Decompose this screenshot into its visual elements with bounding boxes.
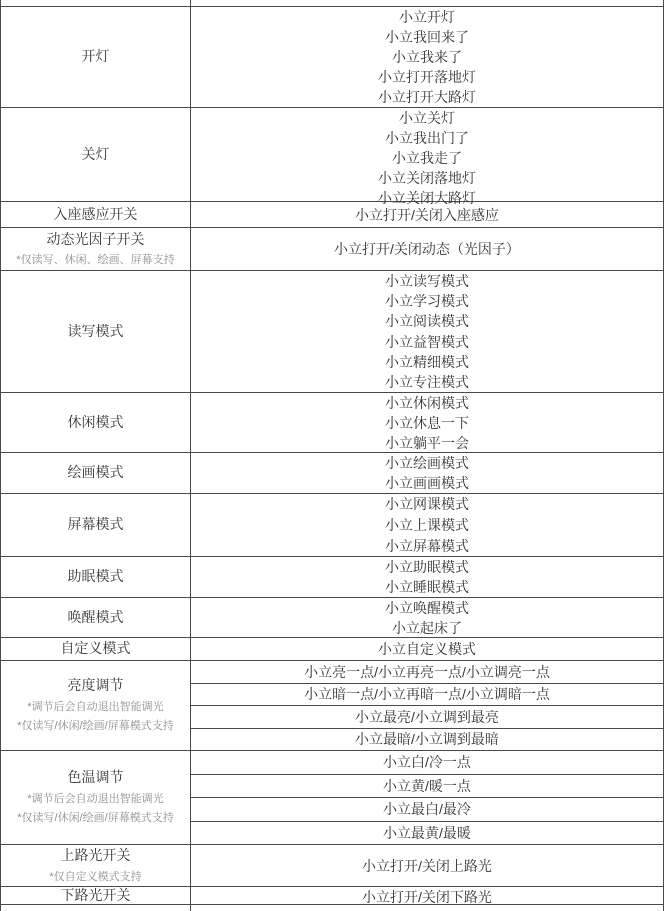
commands-cell xyxy=(191,271,663,392)
table-row-lower-light-switch xyxy=(1,887,663,905)
mode-label: 屏幕模式 xyxy=(67,516,124,533)
command-line: 小立打开/关闭上路光 xyxy=(362,857,492,874)
commands-cell xyxy=(191,393,663,452)
mode-label: 助眠模式 xyxy=(67,568,124,585)
mode-note: *仅自定义模式支持 xyxy=(49,870,142,883)
command-subrow: 小立最黄/最暖 xyxy=(383,824,471,841)
table-row-partial-bottom xyxy=(1,905,663,911)
command-subrow: 小立亮一点/小立再亮一点/小立调亮一点 xyxy=(191,661,663,684)
mode-label: 绘画模式 xyxy=(67,464,124,481)
commands-cell xyxy=(191,638,663,660)
command-line: 小立我回来了 xyxy=(385,29,469,45)
command-line: 小立睡眠模式 xyxy=(385,579,469,595)
table-row-upper-light-switch xyxy=(1,845,663,887)
command-line: 小立助眠模式 xyxy=(385,559,469,575)
command-line: 小立精细模式 xyxy=(385,353,469,370)
mode-label-cell xyxy=(1,494,191,556)
commands-cell xyxy=(191,598,663,637)
mode-label-cell xyxy=(1,271,191,392)
commands-cell xyxy=(191,0,663,6)
mode-label: 入座感应开关 xyxy=(53,205,138,222)
commands-cell xyxy=(191,905,663,911)
mode-label-cell xyxy=(1,453,191,493)
mode-label: 读写模式 xyxy=(67,322,124,339)
commands-cell xyxy=(191,661,663,750)
mode-note: *仅读写/休闲/绘画/屏幕模式支持 xyxy=(17,812,174,825)
mode-note: *调节后会自动退出智能调光 xyxy=(27,700,164,713)
table-row-light-off xyxy=(1,108,663,206)
command-subrow: 小立白/冷一点 xyxy=(191,751,663,775)
mode-label-cell xyxy=(1,661,191,750)
command-line: 小立休闲模式 xyxy=(385,395,469,411)
mode-label-cell xyxy=(1,638,191,660)
mode-label: 色温调节 xyxy=(67,769,124,786)
command-line: 小立阅读模式 xyxy=(385,313,469,330)
mode-label: 休闲模式 xyxy=(67,413,124,430)
command-line: 小立起床了 xyxy=(392,620,462,636)
command-line: 小立打开大路灯 xyxy=(378,89,476,105)
mode-label: 自定义模式 xyxy=(60,640,131,657)
command-line: 小立我走了 xyxy=(392,150,462,166)
mode-label: 关灯 xyxy=(81,145,110,162)
mode-label: 亮度调节 xyxy=(67,677,124,694)
mode-note: *仅读写/休闲/绘画/屏幕模式支持 xyxy=(17,720,174,733)
table-row-painting-mode xyxy=(1,453,663,494)
mode-label-cell xyxy=(1,557,191,597)
command-subrow: 小立黄/暖一点 xyxy=(191,775,663,799)
command-line: 小立我来了 xyxy=(392,49,462,65)
command-line: 小立学习模式 xyxy=(385,293,469,310)
table-row-wake-mode xyxy=(1,598,663,638)
commands-cell xyxy=(191,845,663,886)
command-line: 小立休息一下 xyxy=(385,415,469,431)
command-line: 小立唤醒模式 xyxy=(385,600,469,616)
table-row-partial-top xyxy=(1,0,663,7)
command-subrow: 小立最白/最冷 xyxy=(191,798,663,822)
mode-label: 开灯 xyxy=(81,48,110,65)
command-line: 小立关灯 xyxy=(399,110,455,126)
table-row-brightness-adjust xyxy=(1,661,663,751)
command-line: 小立开灯 xyxy=(399,9,455,25)
commands-cell xyxy=(191,494,663,556)
commands-cell xyxy=(191,228,663,270)
command-line: 小立读写模式 xyxy=(385,273,469,290)
commands-cell xyxy=(191,887,663,904)
mode-label-cell xyxy=(1,905,191,911)
mode-note: *仅读写、休闲、绘画、屏幕支持 xyxy=(16,254,175,267)
mode-label-cell xyxy=(1,202,191,227)
command-subrow: 小立暗一点/小立再暗一点/小立调暗一点 xyxy=(191,684,663,707)
command-line: 小立打开/关闭入座感应 xyxy=(355,206,499,223)
commands-cell xyxy=(191,557,663,597)
table-row-reading-mode xyxy=(1,271,663,393)
command-line: 小立打开落地灯 xyxy=(378,69,476,85)
mode-label-cell xyxy=(1,598,191,637)
mode-label-cell xyxy=(1,751,191,844)
mode-note: *调节后会自动退出智能调光 xyxy=(27,792,164,805)
mode-label-cell xyxy=(1,228,191,270)
mode-label-cell xyxy=(1,0,191,6)
command-line: 小立打开/关闭动态（光因子） xyxy=(334,241,520,257)
mode-label: 上路光开关 xyxy=(60,847,131,864)
commands-cell xyxy=(191,202,663,227)
commands-cell xyxy=(191,108,663,206)
command-line: 小立躺平一会 xyxy=(385,435,469,451)
table-row-screen-mode xyxy=(1,494,663,557)
table-row-color-temp-adjust xyxy=(1,751,663,845)
mode-label: 唤醒模式 xyxy=(67,608,124,625)
command-line: 小立自定义模式 xyxy=(378,641,476,657)
table-row-sleep-aid-mode xyxy=(1,557,663,598)
table-row-dynamic-light-factor xyxy=(1,228,663,271)
mode-label-cell xyxy=(1,7,191,107)
command-line: 小立上课模式 xyxy=(385,517,469,533)
commands-cell xyxy=(191,453,663,493)
mode-label-cell xyxy=(1,393,191,452)
command-line: 小立关闭落地灯 xyxy=(378,170,476,186)
table-row-seat-sensor xyxy=(1,202,663,228)
command-line: 小立画画模式 xyxy=(385,475,469,491)
command-line: 小立绘画模式 xyxy=(385,455,469,471)
command-line: 小立专注模式 xyxy=(385,373,469,390)
command-subrow: 小立最暗/小立调到最暗 xyxy=(355,731,499,748)
table-row-light-on xyxy=(1,7,663,108)
command-line: 小立关闭大路灯 xyxy=(378,190,476,206)
command-line: 小立益智模式 xyxy=(385,333,469,350)
mode-label: 动态光因子开关 xyxy=(46,230,145,247)
command-line: 小立我出门了 xyxy=(385,130,469,146)
table-row-custom-mode xyxy=(1,638,663,661)
mode-label: 下路光开关 xyxy=(60,886,131,903)
commands-cell xyxy=(191,751,663,844)
command-line: 小立打开/关闭下路光 xyxy=(362,889,492,905)
table-row-leisure-mode xyxy=(1,393,663,453)
command-line: 小立网课模式 xyxy=(385,496,469,513)
mode-label-cell xyxy=(1,108,191,201)
mode-label-cell xyxy=(1,845,191,886)
commands-cell xyxy=(191,7,663,107)
command-subrow: 小立最亮/小立调到最亮 xyxy=(191,706,663,729)
command-line: 小立屏幕模式 xyxy=(385,537,469,554)
mode-label-cell xyxy=(1,887,191,904)
